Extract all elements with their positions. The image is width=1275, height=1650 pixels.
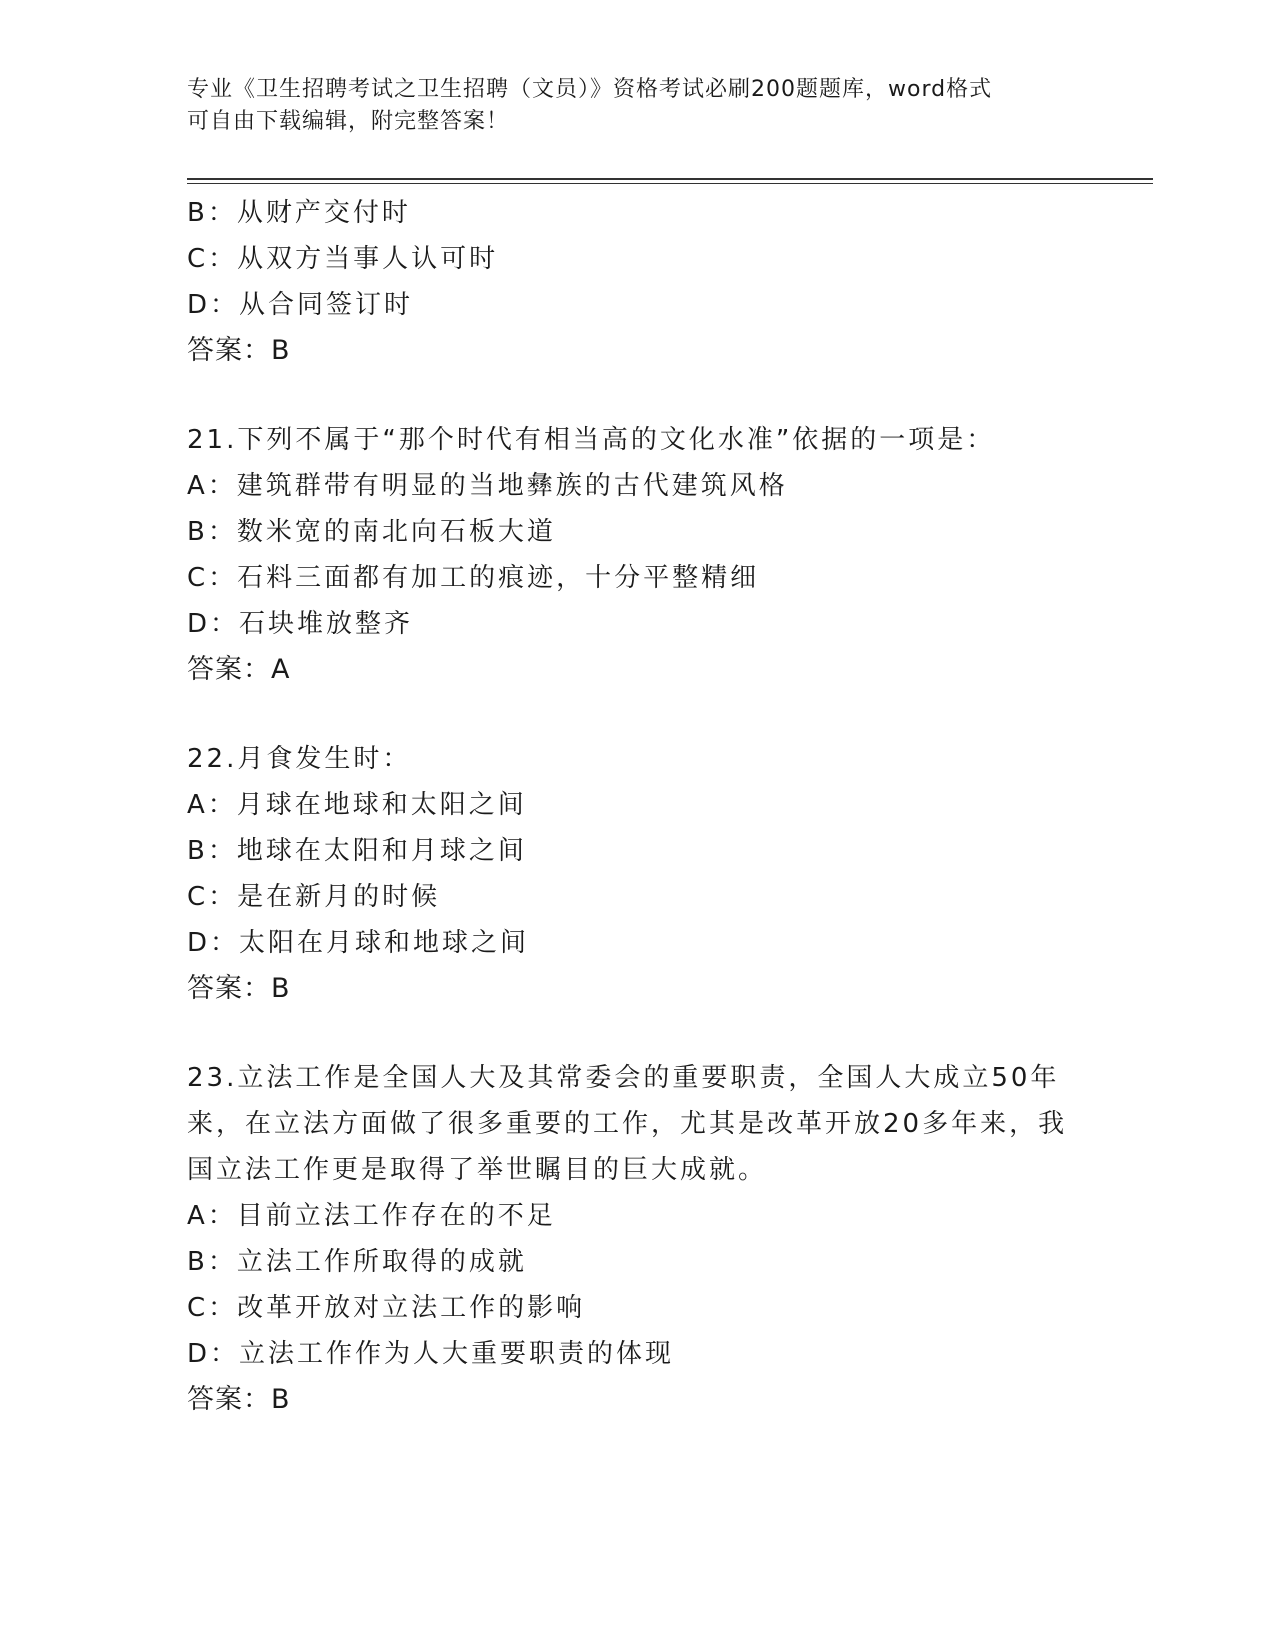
option-d: D：从合同签订时 — [187, 290, 414, 320]
option-d: D：太阳在月球和地球之间 — [187, 928, 530, 958]
option-c: C：是在新月的时候 — [187, 882, 441, 912]
option-c: C：从双方当事人认可时 — [187, 244, 499, 274]
spacer — [187, 374, 1087, 417]
question-block-23 — [187, 1055, 1087, 1423]
option-a: A：建筑群带有明显的当地彝族的古代建筑风格 — [187, 471, 788, 501]
document-header — [187, 74, 1067, 138]
header-title-line-1: 专业《卫生招聘考试之卫生招聘（文员）》资格考试必刷200题题库，word格式 — [187, 77, 993, 102]
option-a: A：月球在地球和太阳之间 — [187, 790, 527, 820]
header-divider — [187, 178, 1153, 184]
question-block-22 — [187, 736, 1087, 1012]
question-block-continued — [187, 190, 1087, 374]
option-d: D：立法工作作为人大重要职责的体现 — [187, 1339, 675, 1369]
answer-line: 答案：A — [187, 654, 291, 685]
option-a: A：目前立法工作存在的不足 — [187, 1201, 556, 1231]
question-stem: 21.下列不属于“那个时代有相当高的文化水准”依据的一项是： — [187, 425, 996, 455]
spacer — [187, 1012, 1087, 1055]
answer-line: 答案：B — [187, 973, 291, 1004]
answer-line: 答案：B — [187, 335, 291, 366]
question-list — [187, 190, 1087, 1423]
question-stem: 22.月食发生时： — [187, 744, 412, 774]
question-block-21 — [187, 417, 1087, 693]
option-b: B：数米宽的南北向石板大道 — [187, 517, 556, 547]
header-title-line-2: 可自由下载编辑，附完整答案！ — [187, 109, 510, 134]
answer-line: 答案：B — [187, 1384, 291, 1415]
question-stem-line-3: 国立法工作更是取得了举世瞩目的巨大成就。 — [187, 1155, 768, 1185]
option-b: B：从财产交付时 — [187, 198, 411, 228]
option-b: B：地球在太阳和月球之间 — [187, 836, 527, 866]
spacer — [187, 693, 1087, 736]
option-b: B：立法工作所取得的成就 — [187, 1247, 527, 1277]
option-d: D：石块堆放整齐 — [187, 609, 414, 639]
option-c: C：石料三面都有加工的痕迹，十分平整精细 — [187, 563, 760, 593]
question-stem-line-1: 23.立法工作是全国人大及其常委会的重要职责，全国人大成立50年 — [187, 1063, 1060, 1093]
question-stem-line-2: 来，在立法方面做了很多重要的工作，尤其是改革开放20多年来，我 — [187, 1109, 1068, 1139]
option-c: C：改革开放对立法工作的影响 — [187, 1293, 586, 1323]
